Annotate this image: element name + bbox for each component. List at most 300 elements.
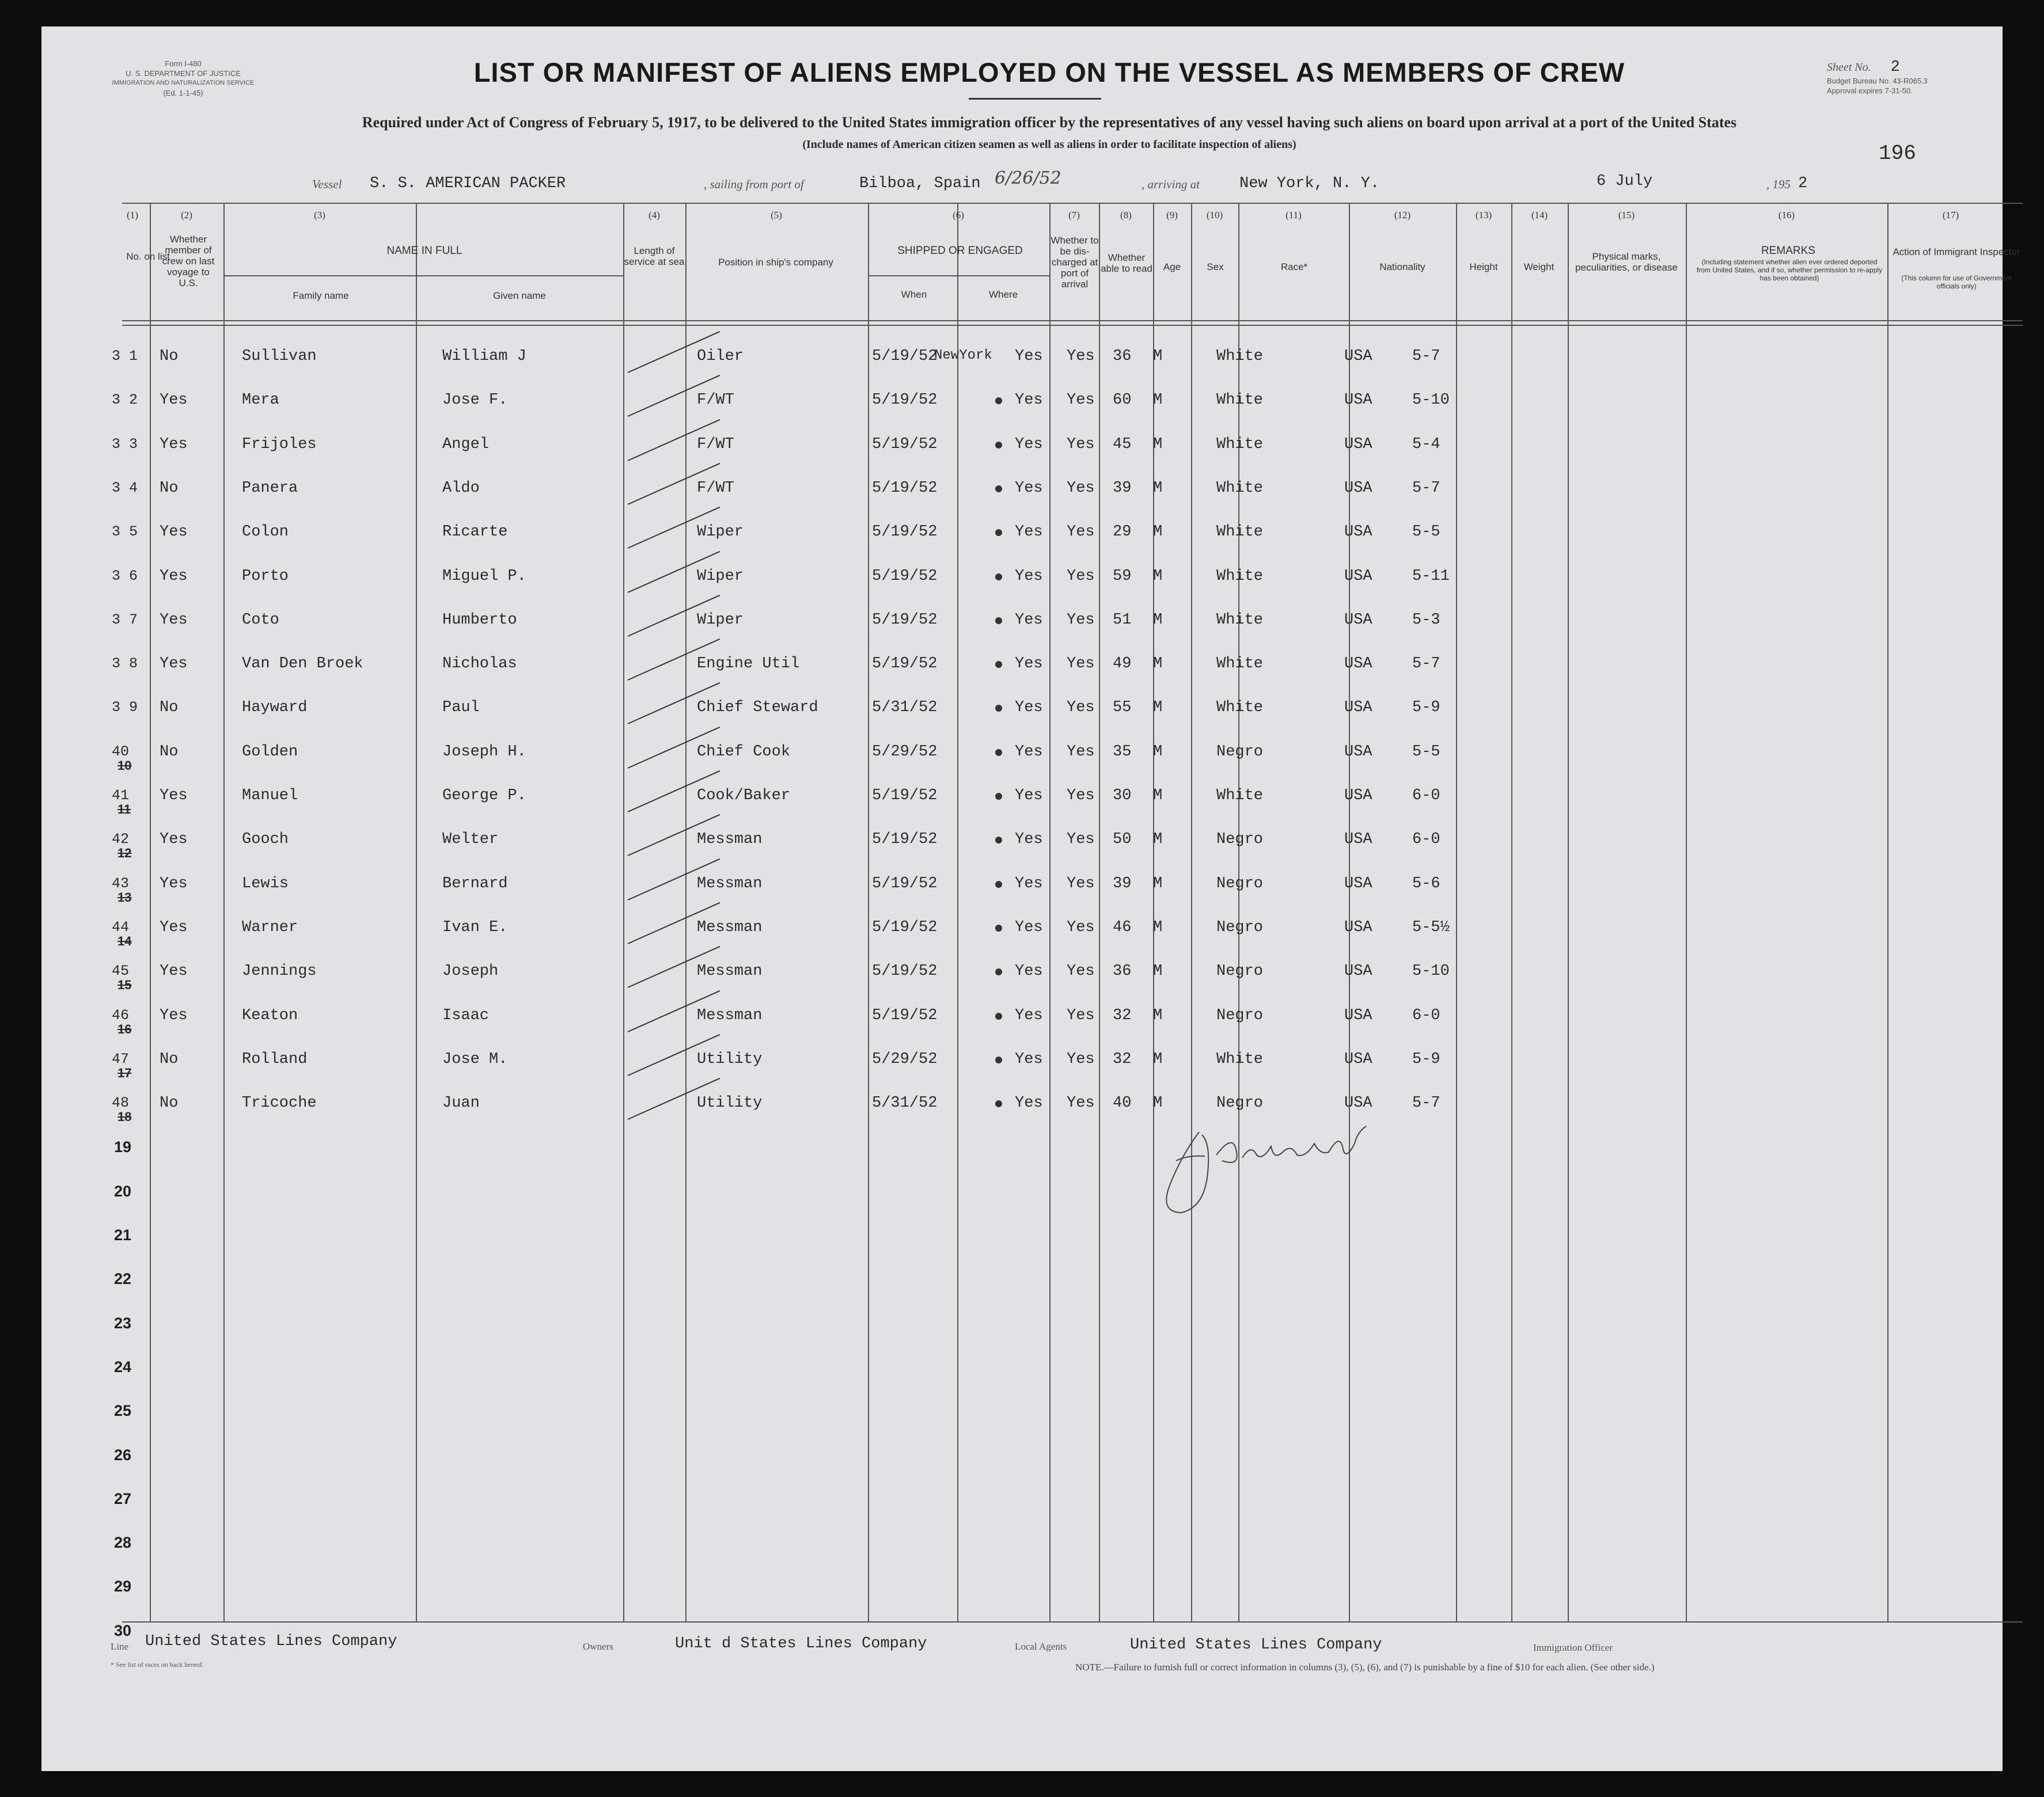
column-divider: [1456, 203, 1457, 1621]
family-name: Mera: [242, 392, 279, 409]
nationality: USA: [1344, 392, 1372, 409]
department-name: U. S. DEPARTMENT OF JUSTICE: [125, 69, 241, 78]
crew-last-voyage: Yes: [160, 655, 188, 673]
header-weight: Weight: [1523, 261, 1554, 272]
header-name-in-full: NAME IN FULL: [386, 245, 462, 257]
position: Chief Steward: [697, 699, 818, 717]
nationality: USA: [1344, 1095, 1372, 1112]
crew-last-voyage: Yes: [160, 831, 188, 849]
ditto-mark: [995, 485, 1002, 492]
family-name: Hayward: [242, 699, 308, 717]
sex: M: [1153, 479, 1163, 497]
position: Messman: [697, 1006, 763, 1024]
row-divider: [122, 320, 2023, 321]
nationality: USA: [1344, 611, 1372, 629]
column-number: (3): [314, 210, 325, 221]
able-to-read: Yes: [1067, 963, 1095, 981]
crew-last-voyage: No: [160, 348, 179, 365]
race: Negro: [1216, 875, 1264, 892]
race: White: [1216, 523, 1264, 541]
column-number: (14): [1531, 210, 1548, 221]
height: 5-10: [1412, 963, 1450, 981]
sailing-date-handwritten: 6/26/52: [995, 168, 1061, 188]
ditto-mark: [995, 1100, 1002, 1107]
struck-row-number: 18: [117, 1110, 132, 1124]
form-footer: [111, 1633, 2011, 1679]
sheet-info-block: [1827, 59, 1982, 96]
family-name: Manuel: [242, 787, 298, 804]
crew-last-voyage: Yes: [160, 963, 188, 981]
family-name: Golden: [242, 743, 298, 761]
header-position: Position in ship's company: [718, 257, 833, 268]
able-to-read: Yes: [1067, 1006, 1095, 1024]
sex: M: [1153, 435, 1163, 453]
able-to-read: Yes: [1067, 567, 1095, 585]
owners-value: Unit d States Lines Company: [675, 1635, 927, 1652]
given-name: Paul: [442, 699, 480, 717]
race: White: [1216, 787, 1264, 804]
position: Messman: [697, 875, 763, 892]
nationality: USA: [1344, 743, 1372, 761]
ditto-mark: [995, 661, 1002, 668]
given-name: Ricarte: [442, 523, 508, 541]
discharged: Yes: [1015, 699, 1043, 717]
column-divider: [957, 203, 958, 1621]
struck-row-number: 15: [117, 978, 132, 993]
column-number: (13): [1475, 210, 1492, 221]
shipped-when: 5/19/52: [872, 875, 938, 892]
budget-bureau: Budget Bureau No. 43-R065.3: [1827, 77, 1928, 85]
given-name: Isaac: [442, 1006, 490, 1024]
page-title: LIST OR MANIFEST OF ALIENS EMPLOYED ON THE VESSEL AS MEMBERS OF CREW: [473, 57, 1625, 88]
shipped-when: 5/19/52: [872, 655, 938, 673]
race: Negro: [1216, 1095, 1264, 1112]
able-to-read: Yes: [1067, 435, 1095, 453]
ditto-mark: [995, 529, 1002, 536]
sex: M: [1153, 655, 1163, 673]
row-number: 46: [112, 1006, 130, 1024]
shipped-when: 5/19/52: [872, 523, 938, 541]
position: Messman: [697, 831, 763, 849]
sex: M: [1153, 1006, 1163, 1024]
position: F/WT: [697, 435, 734, 453]
crew-last-voyage: No: [160, 479, 179, 497]
row-number: 44: [112, 918, 130, 936]
form-info-block: [97, 59, 270, 98]
year-prefix: , 195: [1766, 177, 1791, 191]
given-name: Joseph H.: [442, 743, 526, 761]
column-divider: [868, 203, 869, 1621]
local-agents-value: United States Lines Company: [1130, 1636, 1382, 1654]
title-underline: [969, 98, 1101, 100]
sex: M: [1153, 787, 1163, 804]
discharged: Yes: [1015, 1050, 1043, 1068]
arrival-date: 6 July: [1596, 173, 1653, 190]
height: 6-0: [1412, 787, 1440, 804]
header-length-of-service: Length of service at sea: [624, 245, 685, 267]
sex: M: [1153, 1095, 1163, 1112]
age: 45: [1113, 435, 1132, 453]
height: 5-3: [1412, 611, 1440, 629]
position: Cook/Baker: [697, 787, 791, 804]
discharged: Yes: [1015, 918, 1043, 936]
discharged: Yes: [1015, 831, 1043, 849]
age: 39: [1113, 875, 1132, 892]
position: Chief Cook: [697, 743, 791, 761]
family-name: Keaton: [242, 1006, 298, 1024]
height: 6-0: [1412, 831, 1440, 849]
family-name: Frijoles: [242, 435, 317, 453]
form-edition: (Ed. 1-1-45): [163, 89, 203, 97]
nationality: USA: [1344, 523, 1372, 541]
immigration-officer-label: Immigration Officer: [1533, 1642, 1613, 1653]
row-number: 3 3: [112, 435, 138, 453]
crew-last-voyage: Yes: [160, 611, 188, 629]
row-number: 40: [112, 743, 130, 760]
vessel-line: [312, 168, 1838, 198]
race: White: [1216, 611, 1264, 629]
age: 50: [1113, 831, 1132, 849]
race: White: [1216, 655, 1264, 673]
row-divider: [122, 325, 2023, 326]
row-number: 3 5: [112, 523, 138, 541]
crew-last-voyage: Yes: [160, 918, 188, 936]
races-note: * See list of races on back hereof.: [111, 1661, 204, 1669]
given-name: Bernard: [442, 875, 508, 892]
family-name: Rolland: [242, 1050, 308, 1068]
discharged: Yes: [1015, 1095, 1043, 1112]
discharged: Yes: [1015, 611, 1043, 629]
position: Engine Util: [697, 655, 800, 673]
form-number: Form I-480: [165, 59, 202, 68]
sheet-no-label: Sheet No.: [1827, 61, 1871, 74]
nationality: USA: [1344, 567, 1372, 585]
able-to-read: Yes: [1067, 787, 1095, 804]
header-inspector-note: (This column for use of Government officials only): [1901, 274, 2012, 290]
page-subtitle: Required under Act of Congress of February 5, 1917, to be delivered to the United States immigration officer by the representatives of any vessel having such aliens on board upon arrival at a port of the United States: [362, 114, 1737, 131]
age: 51: [1113, 611, 1132, 629]
height: 5-10: [1412, 392, 1450, 409]
row-number: 28: [113, 1534, 131, 1552]
family-name: Warner: [242, 918, 298, 936]
given-name: Humberto: [442, 611, 517, 629]
race: Negro: [1216, 963, 1264, 981]
column-number: (7): [1068, 210, 1080, 221]
able-to-read: Yes: [1067, 918, 1095, 936]
crew-last-voyage: No: [160, 1050, 179, 1068]
sex: M: [1153, 567, 1163, 585]
height: 5-9: [1412, 699, 1440, 717]
ditto-mark: [995, 705, 1002, 712]
given-name: Aldo: [442, 479, 480, 497]
header-shipped-or-engaged: SHIPPED OR ENGAGED: [897, 245, 1023, 257]
age: 32: [1113, 1006, 1132, 1024]
race: White: [1216, 699, 1264, 717]
crew-last-voyage: No: [160, 699, 179, 717]
row-number: 3 2: [112, 392, 138, 409]
crew-last-voyage: Yes: [160, 875, 188, 892]
ditto-mark: [995, 925, 1002, 932]
shipped-when: 5/19/52: [872, 435, 938, 453]
shipped-when: 5/19/52: [872, 567, 938, 585]
row-number: 43: [112, 875, 130, 892]
row-number: 41: [112, 787, 130, 804]
crew-last-voyage: Yes: [160, 567, 188, 585]
family-name: Jennings: [242, 963, 317, 981]
nationality: USA: [1344, 1006, 1372, 1024]
position: Wiper: [697, 611, 744, 629]
sex: M: [1153, 963, 1163, 981]
shipped-when: 5/19/52: [872, 611, 938, 629]
crew-last-voyage: Yes: [160, 392, 188, 409]
age: 32: [1113, 1050, 1132, 1068]
family-name: Sullivan: [242, 348, 317, 365]
shipped-where: NewYork: [934, 348, 992, 363]
shipped-when: 5/29/52: [872, 743, 938, 761]
family-name: Van Den Broek: [242, 655, 363, 673]
given-name: Nicholas: [442, 655, 517, 673]
able-to-read: Yes: [1067, 611, 1095, 629]
ditto-mark: [995, 968, 1002, 975]
header-discharged: Whether to be dis-charged at port of arrival: [1051, 235, 1099, 290]
row-divider: [868, 275, 1049, 276]
struck-row-number: 17: [117, 1065, 132, 1080]
position: Wiper: [697, 523, 744, 541]
header-remarks-note: (Including statement whether alien ever ordered deported from United States, and if so, whether permission to re-apply has been obtained): [1696, 258, 1883, 282]
column-number: (6): [953, 210, 964, 221]
row-number: 19: [113, 1138, 131, 1156]
position: Utility: [697, 1095, 763, 1112]
header-able-to-read: Whether able to read: [1101, 252, 1152, 274]
header-when: When: [901, 289, 927, 300]
column-number: (8): [1120, 210, 1132, 221]
able-to-read: Yes: [1067, 699, 1095, 717]
row-number: 30: [113, 1621, 131, 1639]
height: 5-5: [1412, 743, 1440, 761]
struck-row-number: 16: [117, 1021, 132, 1036]
age: 36: [1113, 348, 1132, 365]
struck-row-number: 13: [117, 890, 132, 905]
position: Oiler: [697, 348, 744, 365]
column-number: (9): [1166, 210, 1178, 221]
header-race: Race*: [1280, 261, 1308, 272]
given-name: Jose M.: [442, 1050, 508, 1068]
row-divider: [122, 1621, 2023, 1623]
sex: M: [1153, 611, 1163, 629]
column-number: (15): [1618, 210, 1635, 221]
crew-last-voyage: No: [160, 743, 179, 761]
age: 55: [1113, 699, 1132, 717]
family-name: Panera: [242, 479, 298, 497]
manifest-sheet: [41, 26, 2020, 1771]
column-number: (1): [127, 210, 138, 221]
nationality: USA: [1344, 699, 1372, 717]
position: Messman: [697, 963, 763, 981]
column-divider: [1099, 203, 1100, 1621]
nationality: USA: [1344, 435, 1372, 453]
discharged: Yes: [1015, 523, 1043, 541]
able-to-read: Yes: [1067, 831, 1095, 849]
race: Negro: [1216, 831, 1264, 849]
year-suffix: 2: [1798, 175, 1808, 192]
discharged: Yes: [1015, 963, 1043, 981]
ditto-mark: [995, 1057, 1002, 1063]
race: White: [1216, 392, 1264, 409]
header-given-name: Given name: [493, 290, 546, 301]
position: F/WT: [697, 392, 734, 409]
age: 39: [1113, 479, 1132, 497]
column-divider: [150, 203, 151, 1621]
shipped-when: 5/31/52: [872, 699, 938, 717]
shipped-when: 5/19/52: [872, 392, 938, 409]
row-number: 3 6: [112, 567, 138, 584]
crew-last-voyage: Yes: [160, 787, 188, 804]
row-number: 42: [112, 831, 130, 848]
race: Negro: [1216, 1006, 1264, 1024]
service-name: IMMIGRATION AND NATURALIZATION SERVICE: [112, 79, 255, 86]
discharged: Yes: [1015, 743, 1043, 761]
row-divider: [223, 275, 623, 276]
given-name: William J: [442, 348, 526, 365]
able-to-read: Yes: [1067, 479, 1095, 497]
age: 40: [1113, 1095, 1132, 1112]
race: Negro: [1216, 918, 1264, 936]
discharged: Yes: [1015, 655, 1043, 673]
height: 5-5: [1412, 523, 1440, 541]
family-name: Tricoche: [242, 1095, 317, 1112]
row-number: 3 7: [112, 611, 138, 628]
sex: M: [1153, 523, 1163, 541]
able-to-read: Yes: [1067, 523, 1095, 541]
sex: M: [1153, 743, 1163, 761]
age: 35: [1113, 743, 1132, 761]
column-divider: [623, 203, 624, 1621]
discharged: Yes: [1015, 479, 1043, 497]
column-divider: [1049, 203, 1051, 1621]
height: 5-7: [1412, 1095, 1440, 1112]
row-number: 45: [112, 963, 130, 980]
able-to-read: Yes: [1067, 743, 1095, 761]
ditto-mark: [995, 397, 1002, 404]
row-number: 23: [113, 1314, 131, 1332]
row-number: 20: [113, 1182, 131, 1200]
inspector-signature: [1136, 1120, 1401, 1259]
nationality: USA: [1344, 348, 1372, 365]
column-divider: [223, 203, 225, 1621]
sailing-label: , sailing from port of: [704, 177, 804, 191]
nationality: USA: [1344, 875, 1372, 892]
race: White: [1216, 1050, 1264, 1068]
given-name: Joseph: [442, 963, 499, 981]
age: 29: [1113, 523, 1132, 541]
page-subtitle-note: (Include names of American citizen seamen as well as aliens in order to facilitate inspection of aliens): [802, 138, 1296, 151]
discharged: Yes: [1015, 787, 1043, 804]
struck-row-number: 10: [117, 758, 132, 773]
fine-note: NOTE.—Failure to furnish full or correct information in columns (3), (5), (6), and (7) is punishable by a fine of $10 for each alien. (See other side.): [1075, 1662, 1655, 1673]
race: White: [1216, 567, 1264, 585]
column-divider: [1153, 203, 1154, 1621]
column-number: (17): [1942, 210, 1959, 221]
row-number: 24: [113, 1358, 131, 1376]
row-number: 48: [112, 1095, 130, 1112]
shipped-when: 5/19/52: [872, 918, 938, 936]
race: White: [1216, 348, 1264, 365]
header-inspector-action: Action of Immigrant Inspector: [1893, 246, 2020, 257]
shipped-when: 5/19/52: [872, 787, 938, 804]
crew-last-voyage: Yes: [160, 1006, 188, 1024]
ditto-mark: [995, 1013, 1002, 1020]
header-remarks: REMARKS: [1761, 245, 1815, 257]
column-divider: [685, 203, 687, 1621]
discharged: Yes: [1015, 567, 1043, 585]
column-number: (10): [1206, 210, 1223, 221]
header-height: Height: [1469, 261, 1498, 272]
nationality: USA: [1344, 479, 1372, 497]
nationality: USA: [1344, 963, 1372, 981]
vessel-label: Vessel: [312, 177, 342, 191]
struck-row-number: 11: [117, 802, 131, 816]
column-divider: [1568, 203, 1569, 1621]
row-number: 22: [113, 1270, 131, 1288]
arriving-port: New York, N. Y.: [1239, 175, 1380, 192]
row-number: 3 1: [112, 348, 138, 364]
struck-row-number: 12: [117, 846, 132, 861]
nationality: USA: [1344, 918, 1372, 936]
height: 5-9: [1412, 1050, 1440, 1068]
sex: M: [1153, 1050, 1163, 1068]
row-number: 47: [112, 1050, 130, 1067]
sheet-no-value: 2: [1890, 59, 1900, 76]
given-name: Welter: [442, 831, 499, 849]
height: 6-0: [1412, 1006, 1440, 1024]
given-name: Juan: [442, 1095, 480, 1112]
nationality: USA: [1344, 787, 1372, 804]
column-number: (11): [1285, 210, 1302, 221]
position: F/WT: [697, 479, 734, 497]
column-number: (12): [1394, 210, 1411, 221]
header-age: Age: [1163, 261, 1181, 272]
crew-last-voyage: No: [160, 1095, 179, 1112]
row-number: 26: [113, 1446, 131, 1464]
sex: M: [1153, 699, 1163, 717]
given-name: Jose F.: [442, 392, 508, 409]
row-divider: [122, 203, 2023, 204]
shipped-when: 5/19/52: [872, 831, 938, 849]
family-name: Colon: [242, 523, 289, 541]
able-to-read: Yes: [1067, 655, 1095, 673]
row-number: 27: [113, 1490, 131, 1507]
able-to-read: Yes: [1067, 875, 1095, 892]
ditto-mark: [995, 837, 1002, 844]
family-name: Lewis: [242, 875, 289, 892]
header-nationality: Nationality: [1379, 261, 1425, 272]
column-number: (4): [649, 210, 660, 221]
column-divider: [1238, 203, 1239, 1621]
shipped-when: 5/19/52: [872, 479, 938, 497]
page-number: 196: [1879, 142, 1916, 165]
shipped-when: 5/19/52: [872, 348, 938, 365]
struck-row-number: 14: [117, 933, 132, 948]
sex: M: [1153, 918, 1163, 936]
height: 5-5½: [1412, 918, 1450, 936]
column-divider: [416, 203, 417, 1621]
race: White: [1216, 435, 1264, 453]
header-physical-marks: Physical marks, peculiarities, or disease: [1575, 251, 1678, 273]
position: Messman: [697, 918, 763, 936]
column-divider: [1887, 203, 1888, 1621]
header-where: Where: [988, 289, 1018, 300]
age: 36: [1113, 963, 1132, 981]
